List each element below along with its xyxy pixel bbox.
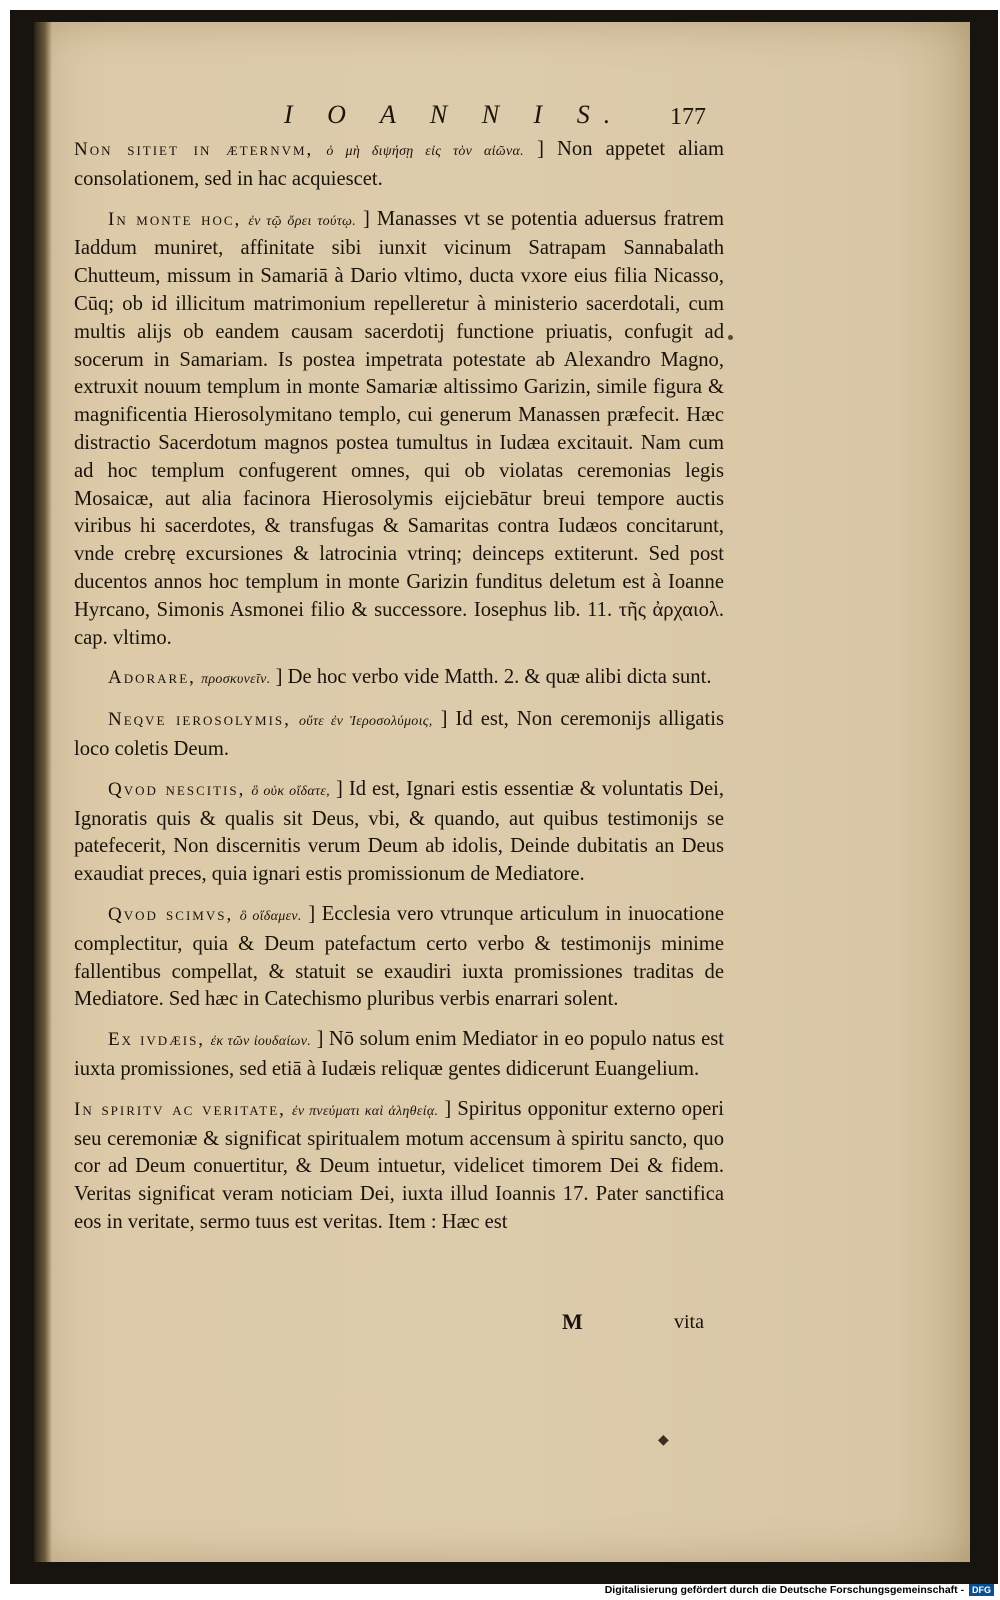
paper-page [34,22,970,1562]
commentary-text: ] Spiritus opponitur externo operi seu ceremoniæ & significat spiritualem motum accensum à spiritu sancto, quo cor ad Deum conuertitur, & Deum intuetur, videlicet timorem Dei & fidem. Veritas significat veram noticiam Dei, iuxta illud Ioannis 17. Pater sanctifica eos in veritate, sermo tuus est veritas. Item : Hæc est [74,1097,724,1233]
greek-text: ἐν τῷ ὄρει τούτῳ. [248,213,357,229]
commentary-text: ] Nō solum enim Mediator in eo populo natus est iuxta promissiones, sed etiā à Iudæis reliquæ gentes didicerunt Euangelium. [74,1028,725,1080]
greek-text: ἐν πνεύματι καὶ ἀληθείᾳ. [292,1103,439,1119]
paragraph [74,206,724,653]
running-title: I O A N N I S. [284,100,625,129]
greek-text: οὔτε ἐν Ἱεροσολύμοις, [298,714,433,730]
printer-ornament-icon: ◆ [658,1433,669,1448]
commentary-text: ] Id est, Non ceremonijs alligatis loco coletis Deum. [74,708,724,760]
dfg-logo: DFG [969,1584,994,1596]
commentary-text: ] De hoc verbo vide Matth. 2. & quæ alibi dicta sunt. [275,666,712,689]
catchword: vita [674,1311,704,1333]
digitization-credit [605,1584,994,1598]
text-block [74,136,724,1249]
greek-text: ὃ οἴδαμεν. [239,908,302,924]
lemma: Qvod scimvs, [108,903,234,925]
paragraph [74,706,724,764]
greek-text: ὃ οὐκ οἴδατε, [251,783,330,799]
paragraph [74,664,724,694]
paragraph [74,1026,724,1084]
lemma: Adorare, [108,667,196,689]
paragraph [74,776,724,889]
lemma: Ex ivdæis, [108,1029,206,1051]
greek-text: προσκυνεῖν. [201,672,271,688]
lemma: Qvod nescitis, [108,778,246,800]
commentary-text: ] Ecclesia vero vtrunque articulum in inuocatione complectitur, quia & Deum patefactum certo verbo & testimonijs minime fallentibus compellat, & statuit se exaudiri iuxta promissiones traditas de Mediatore. Sed hæc in Catechismo pluribus verbis enarrari solent. [74,902,724,1011]
page-footer [34,1309,970,1339]
credit-text: Digitalisierung gefördert durch die Deutsche Forschungsgemeinschaft - [604,1584,965,1596]
margin-mark [728,335,733,340]
book-sheet [10,10,998,1584]
lemma: In monte hoc, [108,208,242,230]
commentary-text: ] Manasses vt se potentia aduersus fratrem Iaddum muniret, affinitate sibi iunxit vicinum Satrapam Sannabalath Chutteum, missum in Samariā à Dario vltimo, ducta vxore eius filia Nicasso, Cūq; ob id illicitum matrimonium repelleretur à ministerio sacerdotali, cum multis alijs ob eandem causam sacerdotij functione priuatis, confugit ad socerum in Samariam. Is postea impetrata potestate ab Alexandro Magno, extruxit nouum templum in monte Samariæ altissimo Garizin, simile figura & magnificentia Hierosolymitano templo, cui generum Manassen præfecit. Hæc distractio Sacerdotum magnos postea tumultus in Iudæa excitauit. Nam cum ad hoc templum confugerent omnes, qui ob violatas ceremonias legis Mosaicæ, aut alia facinora Hierosolymis eijciebātur breui tempore auctis viribus hi sacerdotes, & transfugas & Samaritas contra Iudæos concitarunt, vnde crebrę excursiones & latrocinia vtrinq; deinceps extiterunt. Sed post ducentos annos hoc templum in monte Garizin funditus deletum est à Ioanne Hyrcano, Simonis Asmonei filio & successore. Iosephus lib. 11. τῆς ἀρχαιολ. cap. vltimo. [74,207,725,649]
page-number: 177 [670,104,706,130]
page-header [34,100,970,140]
greek-text: ὀ μὴ διψήσῃ εἰς τὸν αἰῶνα. [326,144,524,159]
lemma: Non sitiet in æternvm, [74,139,314,160]
lemma: Neqve ierosolymis, [108,709,291,731]
commentary-text: ] Id est, Ignari estis essentiæ & voluntatis Dei, Ignoratis quis & qualis sit Deus, vbi, & quando, aut quibus testimonijs se patefecerit, Non discernitis verum Deum ab idolis, Deinde dubitatis an Deus exaudiat preces, quia ignari estis promissionum de Mediatore. [74,777,724,886]
greek-text: ἐκ τῶν ἰουδαίων. [210,1034,312,1050]
paragraph [74,136,724,194]
signature-mark: M [562,1309,583,1334]
paragraph [74,901,724,1014]
paragraph [74,1096,724,1237]
commentary-text: ] Non appetet aliam consolationem, sed in hac acquiescet. [74,138,724,190]
lemma: In spiritv ac veritate, [74,1098,286,1120]
